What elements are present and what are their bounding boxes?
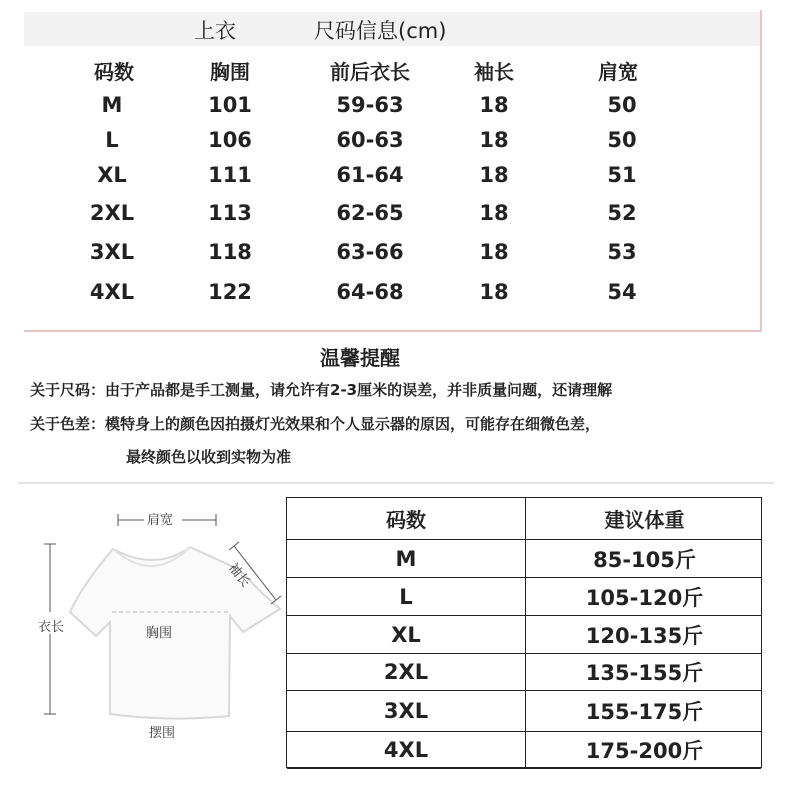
weight-table <box>286 497 762 768</box>
cell-sleeve: 18 <box>479 280 509 304</box>
weight-cell-size: L <box>399 584 413 609</box>
header-shoulder: 肩宽 <box>598 60 638 84</box>
cell-sleeve: 18 <box>479 163 509 187</box>
weight-cell-weight: 155-175斤 <box>585 700 704 724</box>
cell-chest: 118 <box>208 240 252 264</box>
weight-table-header-row <box>287 498 761 540</box>
cell-size: L <box>105 128 119 152</box>
cell-shoulder: 51 <box>607 163 637 187</box>
cell-length: 62-65 <box>336 201 404 225</box>
cell-sleeve: 18 <box>479 93 509 117</box>
label-sleeve: 袖长 <box>225 560 253 591</box>
weight-table-column-divider <box>525 498 526 767</box>
weight-header-weight: 建议体重 <box>604 508 685 532</box>
cell-sleeve: 18 <box>479 128 509 152</box>
cell-size: 3XL <box>89 240 135 264</box>
cell-size: 4XL <box>89 280 135 304</box>
cell-length: 60-63 <box>336 128 404 152</box>
weight-cell-size: XL <box>391 622 421 647</box>
tip-color-note: 关于色差：模特身上的颜色因拍摄灯光效果和个人显示器的原因，可能存在细微色差， <box>30 415 601 433</box>
weight-cell-weight: 105-120斤 <box>585 585 704 610</box>
cell-length: 61-64 <box>336 163 404 187</box>
tips-title: 温馨提醒 <box>320 346 400 370</box>
weight-table-row <box>287 616 761 654</box>
header-size: 码数 <box>94 60 134 84</box>
cell-size: M <box>101 93 123 117</box>
cell-shoulder: 52 <box>607 201 637 225</box>
cell-size: XL <box>97 163 127 187</box>
cell-shoulder: 50 <box>607 128 637 152</box>
weight-cell-size: 4XL <box>383 738 429 762</box>
weight-table-row <box>287 691 761 732</box>
tip-color-note-cont: 最终颜色以收到实物为准 <box>126 448 292 466</box>
tip-size-note: 关于尺码：由于产品都是手工测量，请允许有2-3厘米的误差，并非质量问题，还请理解 <box>30 381 613 399</box>
cell-chest: 106 <box>208 128 252 152</box>
cell-chest: 111 <box>208 163 252 187</box>
cell-length: 63-66 <box>336 240 404 264</box>
cell-size: 2XL <box>89 201 135 225</box>
section-label: 上衣 <box>194 19 236 43</box>
weight-cell-weight: 135-155斤 <box>585 661 704 685</box>
cell-shoulder: 53 <box>607 240 637 264</box>
cell-length: 64-68 <box>336 280 404 304</box>
cell-length: 59-63 <box>336 93 404 117</box>
tshirt-diagram <box>18 484 284 774</box>
cell-sleeve: 18 <box>479 201 509 225</box>
weight-table-row <box>287 578 761 616</box>
weight-cell-size: M <box>395 546 417 571</box>
cell-shoulder: 50 <box>607 93 637 117</box>
label-length: 衣长 <box>38 620 65 635</box>
weight-table-row <box>287 732 761 769</box>
weight-cell-weight: 120-135斤 <box>585 623 704 648</box>
weight-cell-weight: 175-200斤 <box>585 739 704 763</box>
size-table-title: 尺码信息(cm) <box>314 19 447 43</box>
cell-chest: 101 <box>208 93 252 117</box>
label-hem: 摆围 <box>149 726 176 741</box>
weight-cell-size: 2XL <box>383 660 429 684</box>
weight-header-size: 码数 <box>386 508 426 532</box>
cell-shoulder: 54 <box>607 280 637 304</box>
weight-cell-size: 3XL <box>383 699 429 723</box>
weight-cell-weight: 85-105斤 <box>593 547 696 572</box>
header-chest: 胸围 <box>210 60 250 84</box>
cell-chest: 113 <box>208 201 252 225</box>
weight-table-row <box>287 654 761 691</box>
header-sleeve: 袖长 <box>474 60 514 84</box>
label-shoulder: 肩宽 <box>147 513 174 528</box>
cell-chest: 122 <box>208 280 252 304</box>
cell-sleeve: 18 <box>479 240 509 264</box>
header-length: 前后衣长 <box>330 60 410 84</box>
label-chest: 胸围 <box>146 626 173 641</box>
weight-table-row <box>287 540 761 578</box>
